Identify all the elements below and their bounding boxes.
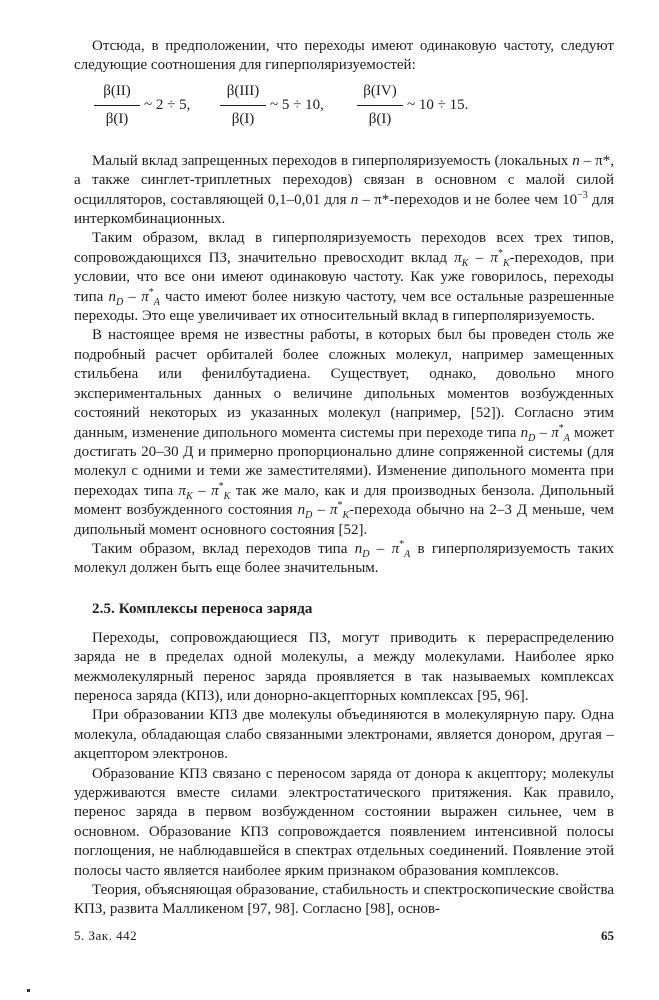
fraction-3-bar: [357, 105, 403, 106]
fraction-3-denominator: β(I): [368, 110, 392, 127]
paragraph-ct-formation: Образование КПЗ связано с переносом заряда от донора к акцептору; молекулы удерживаются вместе силами электростатического притяжения. Как правило, перенос заряда в первом возбужденном состоянии выражен сильнее, чем в основном. Образование КПЗ сопровождается появлением интенсивной полосы поглощения, не наблюдавшейся в спектрах отдельных соединений. Появление этой полосы часто является наиболее ярким признаком образования комплексов.: [74, 765, 614, 879]
fraction-2-bar: [220, 105, 266, 106]
scan-speck: [27, 989, 30, 992]
print-order-number: 5. Зак. 442: [74, 928, 138, 943]
fraction-2-numerator: β(III): [226, 82, 260, 99]
fraction-1-denominator: β(I): [105, 110, 129, 127]
paragraph-mulliken-theory: Теория, объясняющая образование, стабильность и спектроскопические свойства КПЗ, развита Малликеном [97, 98]. Согласно [98], основ-: [74, 882, 614, 918]
formula-ratios: [94, 82, 614, 148]
fraction-1-numerator: β(II): [103, 82, 131, 99]
fraction-2-denominator: β(I): [231, 110, 255, 127]
ratio-1-range: ~ 2 ÷ 5,: [144, 96, 191, 113]
fraction-2: [220, 82, 266, 129]
paragraph-ct-complexes: Переходы, сопровождающиеся ПЗ, могут приводить к перераспределению заряда не в пределах одной молекулы, а между молекулами. Наиболее ярко межмолекулярный перенос заряда проявляется в так называемых комплексах переноса заряда (КПЗ), или донорно-акцепторных комплексах [95, 96].: [74, 629, 614, 704]
paragraph-conclusion: Таким образом, вклад переходов типа $n_D - \pi^*_A$ в гиперполяризуемость таких молекул должен быть еще более значительным.: [74, 538, 615, 577]
fraction-1-bar: [94, 105, 140, 106]
page-number: 65: [601, 928, 614, 943]
fraction-3-numerator: β(IV): [363, 82, 397, 99]
paragraph-molecular-pair: При образовании КПЗ две молекулы объединяются в молекулярную пару. Одна молекула, обладающая слабо связанными электронами, является донором, другая – акцептором электронов.: [74, 707, 614, 763]
paragraph-ct-contribution: Таким образом, вклад в гиперполяризуемость переходов всех трех типов, сопровождающихся ПЗ, значительно превосходит вклад $\pi_K$ – $\pi^*_K$-переходов, при условии, что все они имеют одинаковую частоту. Как уже говорилось, переходы типа $n_D - \pi^*_A$ часто имеют более низкую частоту, чем все остальные разрешенные переходы. Это еще увеличивает их относительный вклад в гиперполяризуемость.: [74, 230, 615, 325]
paragraph-dipole-moments: В настоящее время не известны работы, в которых был бы проведен столь же подробный расчет орбиталей более сложных молекул, например замещенных стильбена или фенилбутадиена. Существует, однако, довольно много экспериментальных данных о величине дипольных моментов возбужденных состояний некоторых из указанных молекул (например, [52]). Согласно этим данным, изменение дипольного момента системы при переходе типа $n_D - \pi^*_A$ может достигать 20–30 Д и примерно пропорционально длине сопряженной системы (для молекул с одними и теми же заместителями). Изменение дипольного момента при переходах типа $\pi_K - \pi^*_K$ так же мало, как и для производных бензола. Дипольный момент возбужденного состояния $n_D$ – $\pi^*_K$-перехода обычно на 2–3 Д меньше, чем дипольный момент основного состояния [52].: [74, 327, 615, 538]
fraction-3: [357, 82, 403, 129]
ratio-2-range: ~ 5 ÷ 10,: [270, 96, 324, 113]
page-body: [74, 37, 614, 920]
section-heading: 2.5. Комплексы переноса заряда: [92, 600, 313, 617]
page-footer: [74, 928, 614, 946]
fraction-1: [94, 82, 140, 129]
ratio-3-range: ~ 10 ÷ 15.: [407, 96, 469, 113]
paragraph-forbidden-transitions: Малый вклад запрещенных переходов в гиперполяризуемость (локальных n – π*, а также синглет-триплетных переходов) связан в основном с малой силой осцилляторов, составляющей 0,1–0,01 для n – π*-переходов и не более чем $10^{-3}$ для интеркомбинационных.: [74, 152, 614, 228]
paragraph-intro: Отсюда, в предположении, что переходы имеют одинаковую частоту, следуют следующие соотношения для гиперполяризуемостей:: [74, 38, 614, 74]
